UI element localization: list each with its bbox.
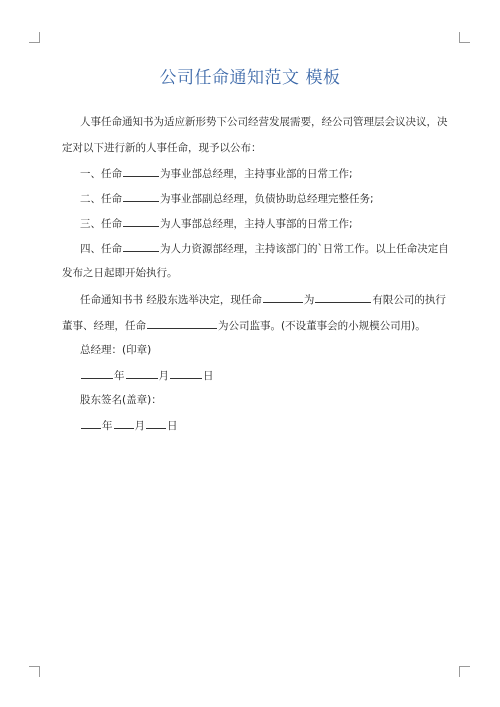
day-blank-1: [170, 368, 202, 379]
day-blank-2: [146, 418, 166, 429]
appointment-item-1: [80, 166, 470, 181]
year-label-2: 年: [102, 420, 113, 432]
notice-part-3: 有限公司的执行: [372, 294, 446, 306]
notice-line-1: [80, 292, 470, 307]
date-line-2: [80, 418, 470, 433]
date-line-1: [80, 368, 470, 383]
item-4-blank: [123, 241, 159, 252]
notice-part-2: 为: [303, 294, 315, 306]
shareholder-signature-label: 股东签名(盖章)：: [80, 394, 162, 406]
notice-blank-3: [147, 318, 217, 329]
day-label-2: 日: [167, 420, 178, 432]
notice-blank-1: [263, 292, 303, 303]
appointment-item-4-continued: 发布之日起即开始执行。: [62, 267, 178, 279]
notice-blank-2: [315, 292, 371, 303]
intro-line-1: 人事任命通知书为适应新形势下公司经营发展需要，经公司管理层会议决议，决: [80, 116, 448, 128]
year-blank-1: [81, 368, 113, 379]
crop-mark-top-right: [459, 32, 470, 43]
item-4-prefix: 四、任命: [80, 243, 122, 255]
item-3-suffix: 为人事部总经理，主持人事部的日常工作;: [160, 218, 353, 230]
notice-part-1: 任命通知书书 经股东选举决定，现任命: [80, 294, 262, 306]
item-2-prefix: 二、任命: [80, 193, 122, 205]
item-2-blank: [123, 191, 159, 202]
month-label-2: 月: [134, 420, 145, 432]
notice-line-2-part-1: 董事、经理，任命: [62, 320, 146, 332]
item-1-blank: [123, 166, 159, 177]
month-blank-1: [126, 368, 158, 379]
month-label-1: 月: [158, 370, 169, 382]
day-label-1: 日: [203, 370, 214, 382]
month-blank-2: [114, 418, 134, 429]
item-3-blank: [123, 216, 159, 227]
general-manager-label: 总经理：(印章): [80, 344, 152, 356]
year-blank-2: [81, 418, 101, 429]
notice-line-2: [62, 318, 452, 333]
crop-mark-bottom-left: [29, 666, 40, 677]
appointment-item-4: [80, 241, 470, 256]
item-4-suffix: 为人力资源部经理，主持该部门的`日常工作。以上任命决定自: [160, 243, 449, 255]
item-3-prefix: 三、任命: [80, 218, 122, 230]
appointment-item-2: [80, 191, 470, 206]
document-title: 公司任命通知范文 模板: [159, 68, 341, 88]
notice-line-2-part-2: 为公司监事。(不设董事会的小规模公司用)。: [218, 320, 426, 332]
item-1-suffix: 为事业部总经理，主持事业部的日常工作;: [160, 168, 353, 180]
crop-mark-top-left: [29, 32, 40, 43]
item-1-prefix: 一、任命: [80, 168, 122, 180]
intro-line-2: 定对以下进行新的人事任命，现予以公布：: [62, 142, 262, 154]
year-label-1: 年: [114, 370, 125, 382]
appointment-item-3: [80, 216, 470, 231]
item-2-suffix: 为事业部副总经理，负债协助总经理完整任务;: [160, 193, 374, 205]
crop-mark-bottom-right: [459, 666, 470, 677]
